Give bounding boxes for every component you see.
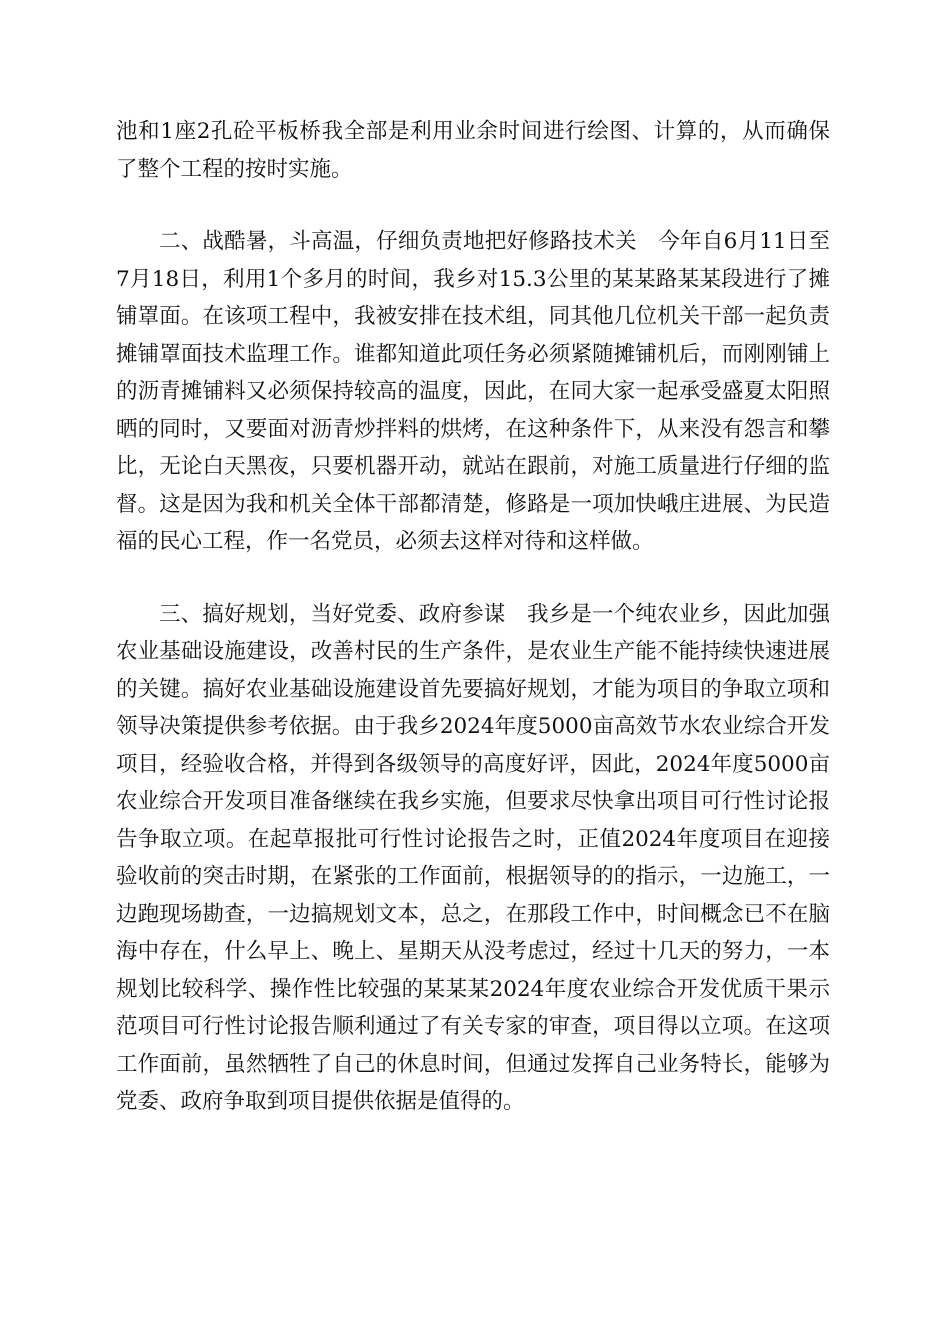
paragraph-continuation: 池和1座2孔砼平板桥我全部是利用业余时间进行绘图、计算的，从而确保了整个工程的按时实施。 (116, 119, 830, 182)
paragraph-section-three: 三、搞好规划，当好党委、政府参谋 我乡是一个纯农业乡，因此加强农业基础设施建设，改善村民的生产条件，是农业生产能不能持续快速进展的关键。搞好农业基础设施建设首先要搞好规划，才能为项目的争取立项和领导决策提供参考依据。由于我乡2024年度5000亩高效节水农业综合开发项目，经验收合格，并得到各级领导的高度好评，因此，2024年度5000亩农业综合开发项目准备继续在我乡实施，但要求尽快拿出项目可行性讨论报告争取立项。在起草报批可行性讨论报告之时，正值2024年度项目在迎接验收前的突击时期，在紧张的工作面前，根据领导的的指示，一边施工，一边跑现场勘查，一边搞规划文本，总之，在那段工作中，时间概念已不在脑海中存在，什么早上、晚上、星期天从没考虑过，经过十几天的努力，一本规划比较科学、操作性比较强的某某某2024年度农业综合开发优质干果示范项目可行性讨论报告顺利通过了有关专家的审查，项目得以立项。在这项工作面前，虽然牺牲了自己的休息时间，但通过发挥自己业务特长，能够为党委、政府争取到项目提供依据是值得的。 (116, 601, 830, 1114)
document-page (116, 113, 830, 1121)
paragraph-gap (116, 561, 830, 596)
paragraph-section-two: 二、战酷暑，斗高温，仔细负责地把好修路技术关 今年自6月11日至7月18日，利用1个多月的时间，我乡对15.3公里的某某路某某段进行了摊铺罩面。在该项工程中，我被安排在技术组，同其他几位机关干部一起负责摊铺罩面技术监理工作。谁都知道此项任务必须紧随摊铺机后，而刚刚铺上的沥青摊铺料又必须保持较高的温度，因此，在同大家一起承受盛夏太阳照晒的同时，又要面对沥青炒拌料的烘烤，在这种条件下，从来没有怨言和攀比，无论白天黑夜，只要机器开动，就站在跟前，对施工质量进行仔细的监督。这是因为我和机关全体干部都清楚，修路是一项加快峨庄进展、为民造福的民心工程，作一名党员，必须去这样对待和这样做。 (116, 229, 830, 554)
paragraph-gap (116, 188, 830, 223)
